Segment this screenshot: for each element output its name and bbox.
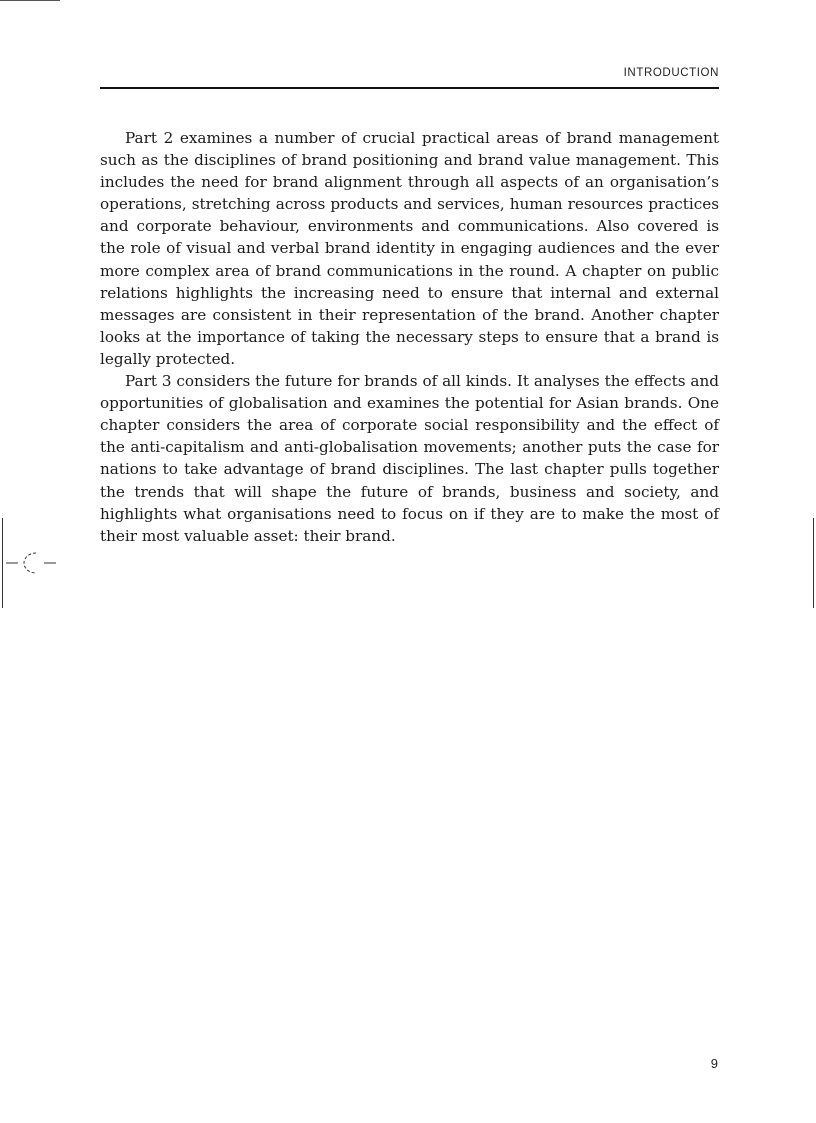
- right-margin-line: [813, 518, 814, 608]
- running-header-title: INTRODUCTION: [623, 67, 719, 79]
- top-edge-rule: [0, 0, 60, 1]
- page-number: 9: [710, 1056, 718, 1071]
- registration-crop-mark-icon: [6, 548, 58, 578]
- paragraph-part-2: Part 2 examines a number of crucial practical areas of brand management such as the disciplines of brand positioning and brand value management. This includes the need for brand alignment through all aspects of an organisation’s operations, stretching across products and services, human resources practices and corporate behaviour, environments and communications. Also covered is the role of visual and verbal brand identity in engaging audiences and the ever more complex area of brand communications in the round. A chapter on public relations highlights the increasing need to ensure that internal and external messages are consistent in their representation of the brand. Another chapter looks at the importance of taking the necessary steps to ensure that a brand is legally protected.: [100, 129, 719, 368]
- body-text: [100, 127, 719, 547]
- paragraph-part-3: Part 3 considers the future for brands of all kinds. It analyses the effects and opportunities of globalisation and examines the potential for Asian brands. One chapter considers the area of corporate social responsibility and the effect of the anti-capitalism and anti-globalisation movements; another puts the case for nations to take advantage of brand disciplines. The last chapter pulls together the trends that will shape the future of brands, business and society, and highlights what organisations need to focus on if they are to make the most of their most valuable asset: their brand.: [100, 372, 719, 545]
- left-margin-line: [2, 518, 3, 608]
- header-rule: [100, 87, 719, 89]
